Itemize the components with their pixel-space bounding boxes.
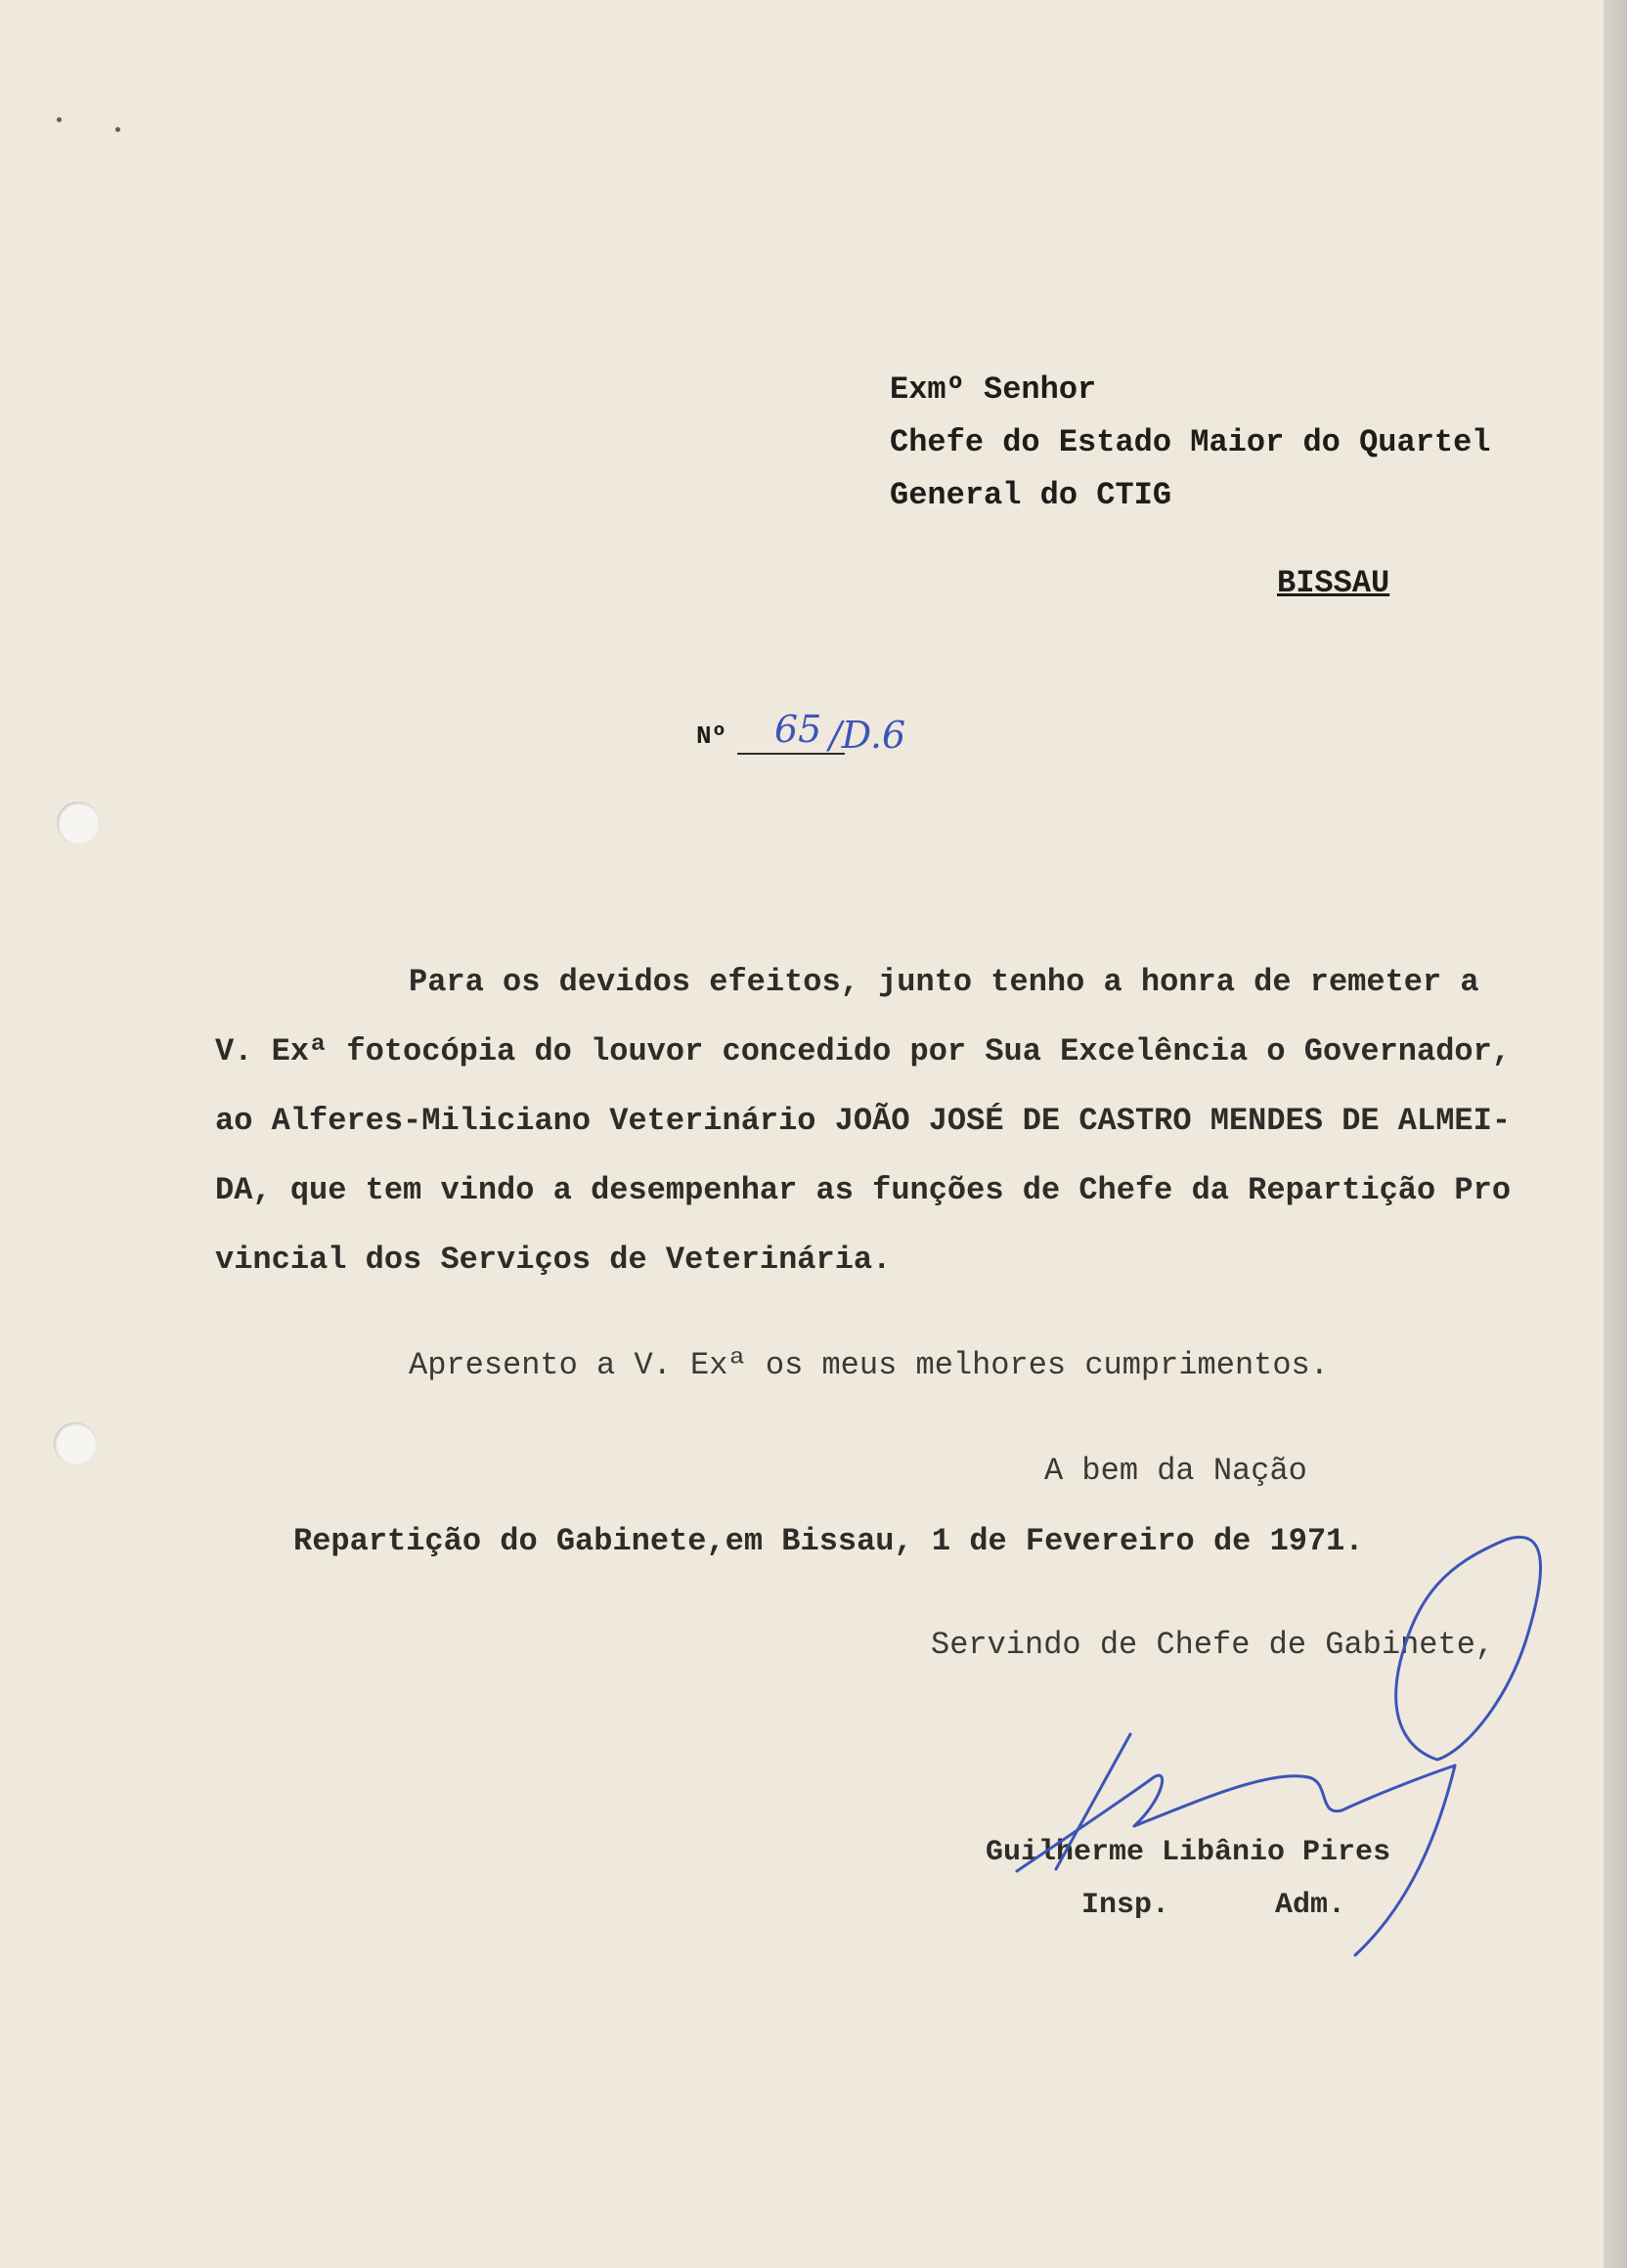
page-edge-shadow <box>1604 0 1627 2268</box>
recipient-line2: General do CTIG <box>890 477 1172 513</box>
reference-handwritten-suffix: /D.6 <box>829 714 906 757</box>
reference-handwritten-number: 65 <box>774 708 822 751</box>
body-line-3: ao Alferes-Miliciano Veterinário JOÃO JOSÉ DE CASTRO MENDES DE ALMEI- <box>215 1103 1512 1139</box>
body-line-2: V. Exª fotocópia do louvor concedido por Sua Excelência o Governador, <box>215 1033 1512 1069</box>
signer-rank-2: Adm. <box>1275 1889 1346 1922</box>
body-line-1: Para os devidos efeitos, junto tenho a honra de remeter a <box>409 964 1479 1000</box>
recipient-city: BISSAU <box>1277 565 1390 601</box>
body-closing-line: Apresento a V. Exª os meus melhores cumprimentos. <box>409 1347 1329 1383</box>
reference-prefix: Nº <box>696 721 727 751</box>
body-line-4: DA, que tem vindo a desempenhar as funções de Chefe da Repartição Pro <box>215 1172 1512 1208</box>
signer-rank-1: Insp. <box>1081 1889 1170 1922</box>
signer-name: Guilherme Libânio Pires <box>986 1836 1391 1869</box>
body-line-5: vincial dos Serviços de Veterinária. <box>215 1242 892 1278</box>
closing-motto: A bem da Nação <box>1044 1453 1307 1489</box>
recipient-salutation: Exmº Senhor <box>890 371 1097 408</box>
closing-role: Servindo de Chefe de Gabinete, <box>931 1627 1495 1663</box>
recipient-line1: Chefe do Estado Maior do Quartel <box>890 424 1491 460</box>
closing-place-date: Repartição do Gabinete,em Bissau, 1 de Fevereiro de 1971. <box>293 1523 1364 1559</box>
